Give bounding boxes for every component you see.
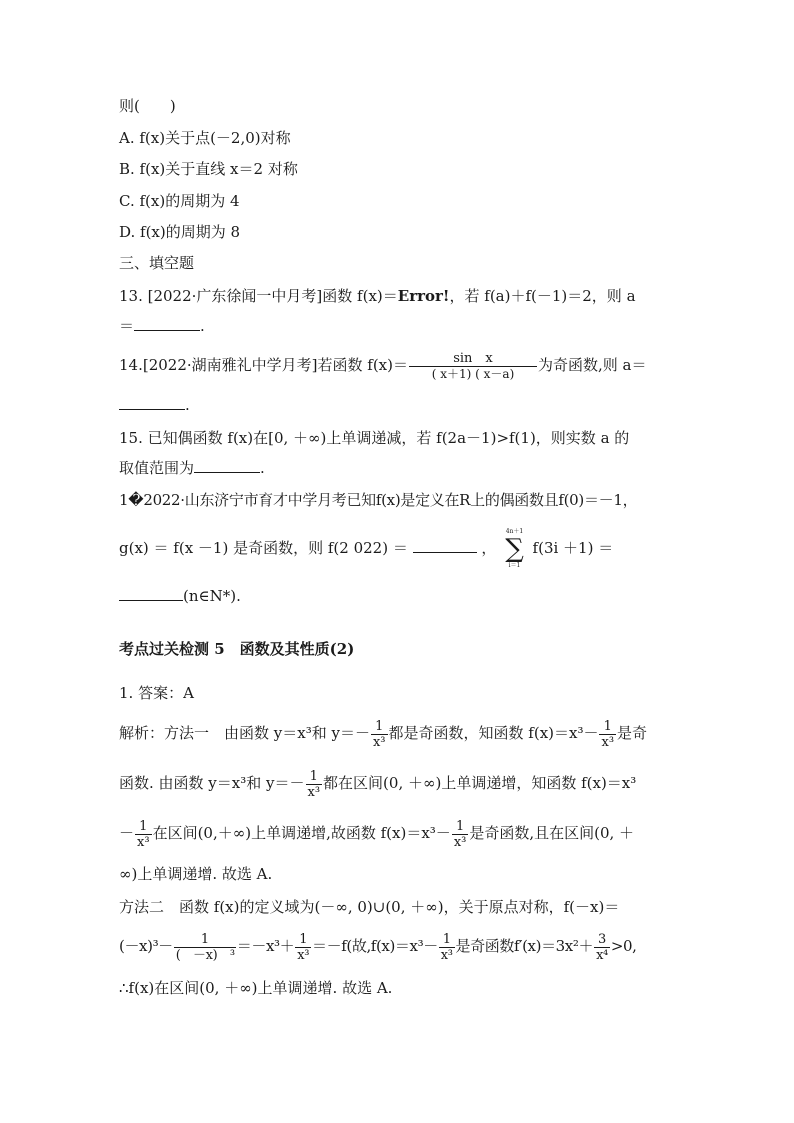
numerator: 1 bbox=[200, 931, 209, 947]
numerator: 1 bbox=[139, 818, 148, 834]
question-13-line2 bbox=[119, 316, 205, 336]
q16-text: g(x) ＝ f(x －1) 是奇函数，则 f(2 022) ＝ bbox=[119, 539, 408, 557]
sol-text: ,f(x)＝x³－ bbox=[366, 937, 438, 955]
sum-upper-limit: 4n＋1 bbox=[505, 528, 524, 535]
numerator: 1 bbox=[455, 818, 465, 834]
solution-line3 bbox=[119, 814, 634, 852]
answer-blank bbox=[119, 395, 185, 410]
fraction bbox=[295, 932, 311, 963]
q13-text: 13. [2022·广东徐闻一中月考]函数 f(x)＝ bbox=[119, 287, 398, 305]
solution-line2 bbox=[119, 764, 636, 802]
sol-text: 是奇 bbox=[617, 724, 648, 742]
sol-text: － bbox=[119, 824, 135, 842]
sol-text: (－x)³－ bbox=[119, 937, 173, 955]
question-16-line2 bbox=[119, 522, 613, 574]
question-16-line3 bbox=[119, 586, 241, 606]
fraction bbox=[599, 719, 616, 750]
sol-text: 都在区间(0, ＋∞)上单调递增，知函数 f(x)＝x³ bbox=[323, 774, 637, 792]
fraction-denominator: ( x＋1) ( x－a) bbox=[409, 366, 537, 382]
question-14-line2 bbox=[119, 395, 190, 415]
numerator: 1 bbox=[375, 718, 384, 734]
question-14-line1 bbox=[119, 348, 646, 382]
numerator: 3 bbox=[598, 931, 606, 947]
option-c: C. f(x)的周期为 4 bbox=[119, 192, 240, 210]
answer-blank bbox=[194, 458, 260, 473]
numerator: 1 bbox=[442, 931, 451, 947]
q13-period: . bbox=[200, 317, 205, 335]
solution-line1 bbox=[119, 714, 647, 752]
sol-text: 是奇函数f′(x)＝3x²＋ bbox=[455, 937, 594, 955]
sol-text: ＝－x³＋ bbox=[236, 937, 295, 955]
numerator: 1 bbox=[309, 768, 318, 784]
sol-text: 解析：方法一 由函数 y＝x³和 y＝－ bbox=[119, 724, 370, 742]
q16-domain: (n∈N*). bbox=[183, 587, 241, 605]
fraction bbox=[371, 719, 388, 750]
q13-eq: ＝ bbox=[119, 317, 135, 335]
q16-comma: ， bbox=[481, 539, 497, 557]
sum-lower-limit: i＝1 bbox=[508, 562, 521, 569]
fraction bbox=[306, 769, 323, 800]
sol-text: 故 bbox=[351, 937, 367, 955]
question-16-line1: 1�2022·山东济宁市育才中学月考已知f(x)是定义在R上的偶函数且f(0)＝－1， bbox=[119, 491, 638, 509]
sol-text: 在区间(0,＋∞)上单调递增,故函数 f(x)＝x³－ bbox=[152, 824, 451, 842]
denominator: x³ bbox=[453, 834, 467, 850]
answer-blank bbox=[134, 316, 200, 331]
sol-text: 是奇函数,且在区间(0, ＋ bbox=[469, 824, 635, 842]
sol-text: >0, bbox=[610, 937, 637, 955]
denominator: x³ bbox=[601, 734, 615, 750]
denominator: x³ bbox=[372, 734, 386, 750]
answer-blank bbox=[119, 586, 183, 601]
fraction bbox=[452, 819, 469, 850]
q13-error-text: Error! bbox=[397, 287, 450, 305]
numerator: 1 bbox=[603, 718, 612, 734]
denominator: x³ bbox=[297, 947, 310, 963]
numerator: 1 bbox=[299, 931, 308, 947]
answer-blank bbox=[413, 538, 477, 553]
denominator: x⁴ bbox=[596, 947, 608, 963]
q15-text: 取值范围为 bbox=[119, 459, 195, 477]
answer-section-heading: 考点过关检测 5 函数及其性质(2) bbox=[119, 640, 355, 658]
q14-text-tail: 为奇函数,则 a＝ bbox=[538, 356, 647, 374]
fraction-numerator: sin x bbox=[453, 350, 493, 366]
fraction bbox=[135, 819, 152, 850]
fraction bbox=[439, 932, 455, 963]
denominator: x³ bbox=[440, 947, 453, 963]
q14-period: . bbox=[185, 396, 190, 414]
sigma-symbol: ∑ bbox=[505, 534, 524, 564]
solution-line4: ∞)上单调递增. 故选 A. bbox=[119, 865, 273, 883]
q14-fraction bbox=[409, 351, 537, 382]
solution-method2-line1: 方法二 函数 f(x)的定义域为(－∞, 0)∪(0, ＋∞)，关于原点对称，f(－x)＝ bbox=[119, 898, 620, 916]
q14-text: 14.[2022·湖南雅礼中学月考]若函数 f(x)＝ bbox=[119, 356, 408, 374]
q15-period: . bbox=[260, 459, 265, 477]
question-13-line1 bbox=[119, 286, 636, 306]
section-heading-fill-blank: 三、填空题 bbox=[119, 254, 195, 272]
solution-method2-line3: ∴f(x)在区间(0, ＋∞)上单调递增. 故选 A. bbox=[119, 979, 393, 997]
sol-text: 函数. 由函数 y＝x³和 y＝－ bbox=[119, 774, 305, 792]
question-15-line1: 15. 已知偶函数 f(x)在[0, ＋∞)上单调递减，若 f(2a－1)>f(1)，则实数 a 的 bbox=[119, 429, 630, 447]
solution-method2-line2 bbox=[119, 926, 637, 966]
fraction bbox=[174, 932, 236, 963]
option-a: A. f(x)关于点(－2,0)对称 bbox=[119, 129, 291, 147]
sol-text: ＝－f( bbox=[312, 937, 352, 955]
sol-text: 都是奇函数，知函数 f(x)＝x³－ bbox=[388, 724, 599, 742]
denominator: x³ bbox=[307, 784, 321, 800]
fraction bbox=[594, 932, 610, 963]
q13-text-tail: ，若 f(a)＋f(－1)＝2，则 a bbox=[449, 287, 636, 305]
summation bbox=[505, 528, 524, 570]
option-b: B. f(x)关于直线 x＝2 对称 bbox=[119, 160, 298, 178]
q16-text-tail: f(3i ＋1) ＝ bbox=[532, 539, 614, 557]
answer-1: 1. 答案：A bbox=[119, 684, 194, 702]
options-intro: 则( ) bbox=[119, 97, 176, 115]
denominator: ( －x) ³ bbox=[175, 947, 235, 963]
option-d: D. f(x)的周期为 8 bbox=[119, 223, 241, 241]
denominator: x³ bbox=[137, 834, 150, 850]
question-15-line2 bbox=[119, 458, 265, 478]
